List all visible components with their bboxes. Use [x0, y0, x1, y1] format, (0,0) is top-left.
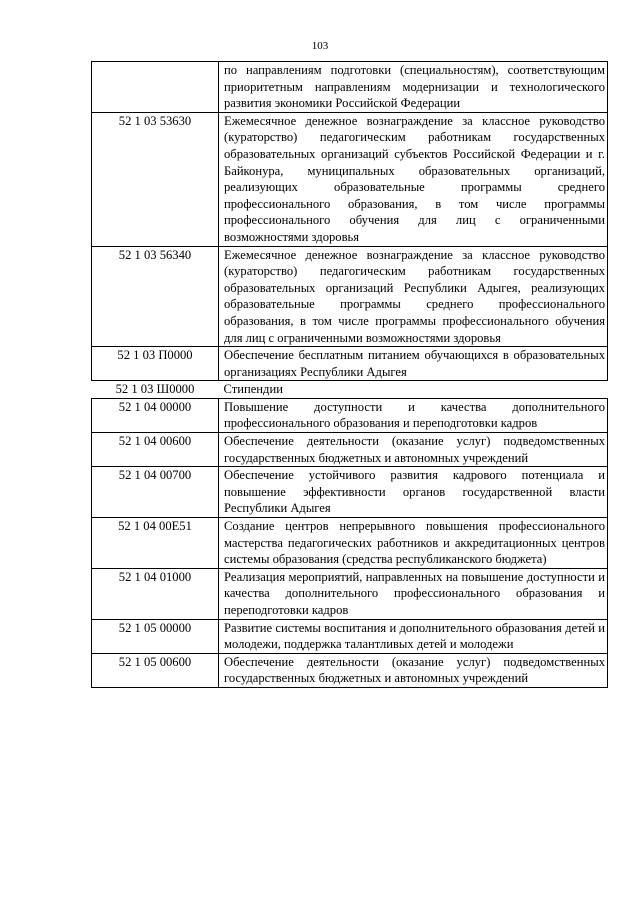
row-description: Развитие системы воспитания и дополнительного образования детей и молодежи, поддержка талантливых детей и молодежи [219, 619, 608, 653]
budget-classification-table [91, 61, 608, 688]
row-description: Повышение доступности и качества дополнительного профессионального образования и переподготовки кадров [219, 398, 608, 432]
row-description: Реализация мероприятий, направленных на повышение доступности и качества дополнительного профессионального образования и переподготовки кадров [219, 568, 608, 619]
table-row [92, 398, 608, 432]
table-row [92, 62, 608, 113]
table-row [92, 246, 608, 347]
row-code: 52 1 05 00000 [92, 619, 219, 653]
row-description: Создание центров непрерывного повышения профессионального мастерства педагогических работников и аккредитационных центров системы образования (средства республиканского бюджета) [219, 518, 608, 569]
table-row [92, 653, 608, 687]
table-row [92, 112, 608, 246]
row-code: 52 1 03 53630 [92, 112, 219, 246]
page-number: 103 [311, 40, 329, 52]
row-code: 52 1 04 00600 [92, 433, 219, 467]
row-description: по направлениям подготовки (специальностям), соответствующим приоритетным направлениям модернизации и технологического развития экономики Российской Федерации [219, 62, 608, 113]
row-description: Ежемесячное денежное вознаграждение за классное руководство (кураторство) педагогическим работникам государственных образовательных организаций Республики Адыгея, реализующих образовательные программы среднего профессионального образования, в том числе программы профессионального обучения для лиц с ограниченными возможностями здоровья [219, 246, 608, 347]
row-code: 52 1 04 00Е51 [92, 518, 219, 569]
row-code: 52 1 03 П0000 [92, 347, 219, 381]
table-row [92, 568, 608, 619]
table-row [92, 518, 608, 569]
row-description: Обеспечение деятельности (оказание услуг) подведомственных государственных бюджетных и автономных учреждений [219, 653, 608, 687]
table-row [92, 433, 608, 467]
row-code [92, 62, 219, 113]
table-row [92, 467, 608, 518]
table-row [92, 347, 608, 381]
row-description: Обеспечение деятельности (оказание услуг) подведомственных государственных бюджетных и автономных учреждений [219, 433, 608, 467]
row-code: 52 1 04 00000 [92, 398, 219, 432]
row-code: 52 1 05 00600 [92, 653, 219, 687]
row-code: 52 1 03 56340 [92, 246, 219, 347]
table-row [92, 381, 608, 399]
row-description: Стипендии [219, 381, 608, 399]
row-description: Ежемесячное денежное вознаграждение за классное руководство (кураторство) педагогическим работникам государственных образовательных организаций субъектов Российской Федерации и г. Байконура, муниципальных образовательных организаций, реализующих образовательные программы среднего профессионального образования, в том числе программы профессионального обучения для лиц с ограниченными возможностями здоровья [219, 112, 608, 246]
row-description: Обеспечение устойчивого развития кадрового потенциала и повышение эффективности органов государственной власти Республики Адыгея [219, 467, 608, 518]
row-code: 52 1 03 Ш0000 [92, 381, 219, 399]
row-code: 52 1 04 01000 [92, 568, 219, 619]
row-description: Обеспечение бесплатным питанием обучающихся в образовательных организациях Республики Адыгея [219, 347, 608, 381]
row-code: 52 1 04 00700 [92, 467, 219, 518]
table-row [92, 619, 608, 653]
